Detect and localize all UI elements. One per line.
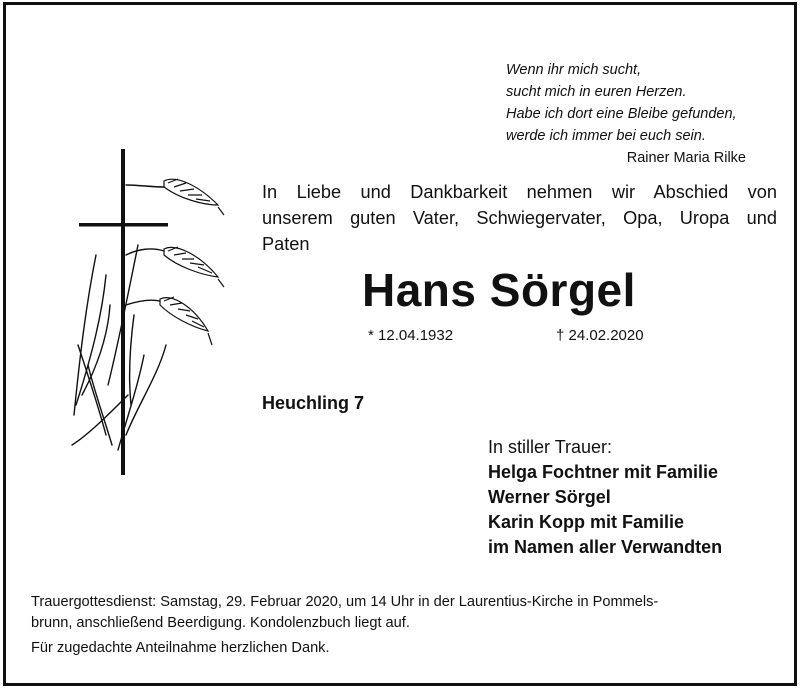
death-date: † 24.02.2020 <box>556 327 644 344</box>
mourner-entry: Karin Kopp mit Familie <box>488 512 685 532</box>
mourners-lead: In stiller Trauer: <box>488 437 613 457</box>
intro-line: Paten <box>262 234 310 254</box>
poem-line: Habe ich dort eine Bleibe gefunden, <box>506 106 737 122</box>
service-info <box>31 592 776 634</box>
poem-line: Wenn ihr mich sucht, <box>506 62 642 78</box>
cross-with-wheat-icon <box>68 145 228 480</box>
intro-text <box>262 179 777 257</box>
deceased-name: Hans Sörgel <box>362 264 636 316</box>
mourner-entry: Helga Fochtner mit Familie <box>488 462 719 482</box>
mourners-block <box>488 435 722 560</box>
birth-date: * 12.04.1932 <box>368 327 454 344</box>
service-line: brunn, anschließend Beerdigung. Kondolenzbuch liegt auf. <box>31 615 410 631</box>
poem-block <box>506 59 776 169</box>
obituary-notice <box>3 2 797 686</box>
poem-line: werde ich immer bei euch sein. <box>506 128 706 144</box>
mourner-entry: im Namen aller Verwandten <box>488 537 723 557</box>
thanks-note: Für zugedachte Anteilnahme herzlichen Dank. <box>31 640 330 656</box>
service-line: Trauergottesdienst: Samstag, 29. Februar 2020, um 14 Uhr in der Laurentius-Kirche in Pommels- <box>31 594 659 610</box>
intro-line: unserem guten Vater, Schwiegervater, Opa, Uropa und <box>262 208 777 228</box>
poem-author: Rainer Maria Rilke <box>626 150 746 166</box>
mourner-entry: Werner Sörgel <box>488 487 611 507</box>
intro-line: In Liebe und Dankbarkeit nehmen wir Abschied von <box>262 182 777 202</box>
address: Heuchling 7 <box>262 393 365 413</box>
poem-line: sucht mich in euren Herzen. <box>506 84 687 100</box>
